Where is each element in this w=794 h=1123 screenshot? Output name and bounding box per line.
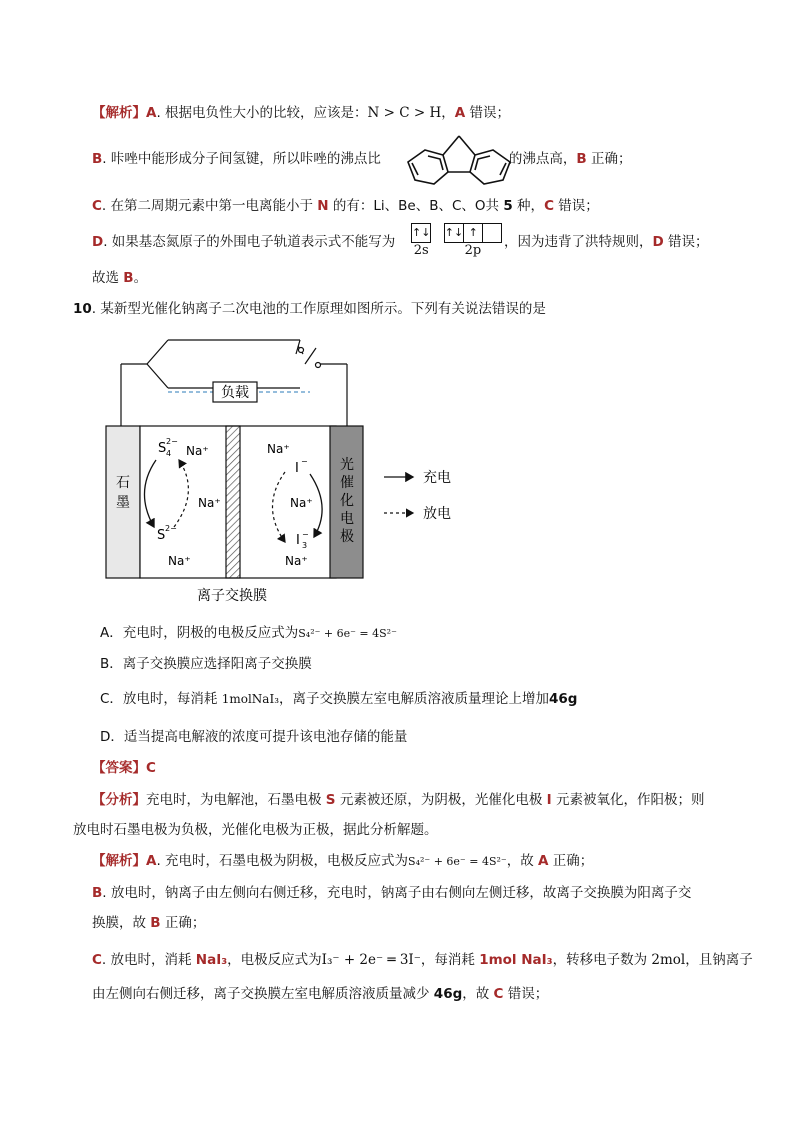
answer-tag: 【答案】: [92, 760, 146, 776]
photo-label-2: 催: [340, 475, 354, 491]
na-ion: Na⁺: [267, 442, 290, 456]
membrane-label: 离子交换膜: [197, 588, 267, 604]
na-ion: Na⁺: [198, 496, 221, 510]
switch-contact-top: [299, 348, 304, 353]
question-number: 10: [73, 301, 92, 317]
svg-text:−: −: [302, 530, 309, 539]
analysis-line-2: 放电时石墨电极为负极，光催化电极为正极，据此分析解题。: [73, 822, 438, 838]
svg-text:2−: 2−: [166, 437, 178, 446]
load-label: 负载: [221, 385, 249, 401]
photo-label-4: 电: [340, 511, 354, 527]
solution-a: 【解析】A. 充电时，石墨电极为阴极，电极反应式为S₄²⁻ + 6e⁻ = 4S²⁻，故 A 正确；: [92, 853, 594, 869]
solution-b-1: B. 放电时，钠离子由左侧向右侧迁移，充电时，钠离子由右侧向左侧迁移，故离子交换膜为阳离子交: [92, 885, 692, 901]
option-d: D．适当提高电解液的浓度可提升该电池存储的能量: [100, 729, 408, 745]
left-bottom-species: S: [157, 528, 166, 543]
na-ion: Na⁺: [290, 496, 313, 510]
conclusion-line: 故选 B。: [92, 270, 148, 286]
svg-text:3: 3: [302, 541, 308, 550]
solution-b-2: 换膜，故 B 正确；: [92, 915, 206, 931]
ion-exchange-membrane: [226, 426, 240, 578]
legend-discharge-label: 放电: [423, 506, 451, 522]
na-ion: Na⁺: [168, 554, 191, 568]
equation: S₄²⁻ + 6e⁻ = 4S²⁻: [298, 627, 397, 640]
solution-c-1: C. 放电时，消耗 NaI₃，电极反应式为I₃⁻ + 2e⁻ ═ 3I⁻，每消耗 1mol NaI₃，转移电子数为 2mol，且钠离子: [92, 952, 753, 968]
na-ion: Na⁺: [186, 444, 209, 458]
svg-text:−: −: [301, 457, 308, 466]
electronegativity-formula: N > C > H: [367, 105, 442, 121]
answer-line: [92, 759, 156, 777]
svg-text:4: 4: [166, 449, 172, 458]
photo-label-5: 极: [340, 529, 354, 545]
right-top-species: I: [295, 461, 299, 476]
battery-diagram: [100, 332, 480, 612]
svg-text:2−: 2−: [165, 524, 177, 533]
question-stem: 10. 某新型光催化钠离子二次电池的工作原理如图所示。下列有关说法错误的是: [73, 301, 546, 317]
orbital-diagram: ↑↓ 2s ↑↓ ↑ 2p: [411, 223, 502, 259]
option-c: C．放电时，每消耗 1molNaI₃，离子交换膜左室电解质溶液质量理论上增加46g: [100, 691, 578, 707]
orbital-label-2s: 2s: [413, 243, 429, 258]
analysis-line-1: 【分析】充电时，为电解池，石墨电极 S 元素被还原，为阴极，光催化电极 I 元素被氧化，作阳极；则: [92, 792, 705, 808]
analysis-a-line: 【解析】A. 根据电负性大小的比较，应该是：N > C > H，A 错误；: [92, 105, 510, 121]
photo-label-1: 光: [340, 457, 354, 473]
switch-contact-bottom: [316, 363, 321, 368]
photo-label-3: 化: [340, 493, 354, 509]
analysis-d-line-tail: ，因为违背了洪特规则，D 错误；: [504, 234, 709, 250]
na-ion: Na⁺: [285, 554, 308, 568]
answer-value: C: [146, 760, 156, 776]
analysis-b-line: B. 咔唑中能形成分子间氢键，所以咔唑的沸点比 的沸点高，B 正确；: [92, 151, 632, 167]
analysis-c-line: C. 在第二周期元素中第一电离能小于 N 的有：Li、Be、B、C、O共 5 种，C 错误；: [92, 198, 599, 214]
analysis-d-line: D. 如果基态氮原子的外围电子轨道表示式不能写为: [92, 234, 396, 250]
graphite-label-2: 墨: [116, 495, 130, 511]
option-b: B．离子交换膜应选择阳离子交换膜: [100, 656, 312, 672]
left-top-species: S: [158, 441, 167, 456]
legend-charge-label: 充电: [423, 470, 451, 486]
solution-c-2: 由左侧向右侧迁移，离子交换膜左室电解质溶液质量减少 46g，故 C 错误；: [92, 986, 549, 1002]
graphite-label-1: 石: [116, 475, 130, 491]
analysis-tag: 【解析】: [92, 105, 146, 121]
option-a: A．充电时，阴极的电极反应式为S₄²⁻ + 6e⁻ = 4S²⁻: [100, 625, 397, 641]
fluorene-structure: [394, 132, 524, 190]
orbital-label-2p: 2p: [464, 243, 482, 258]
right-bottom-species: I: [296, 533, 300, 548]
